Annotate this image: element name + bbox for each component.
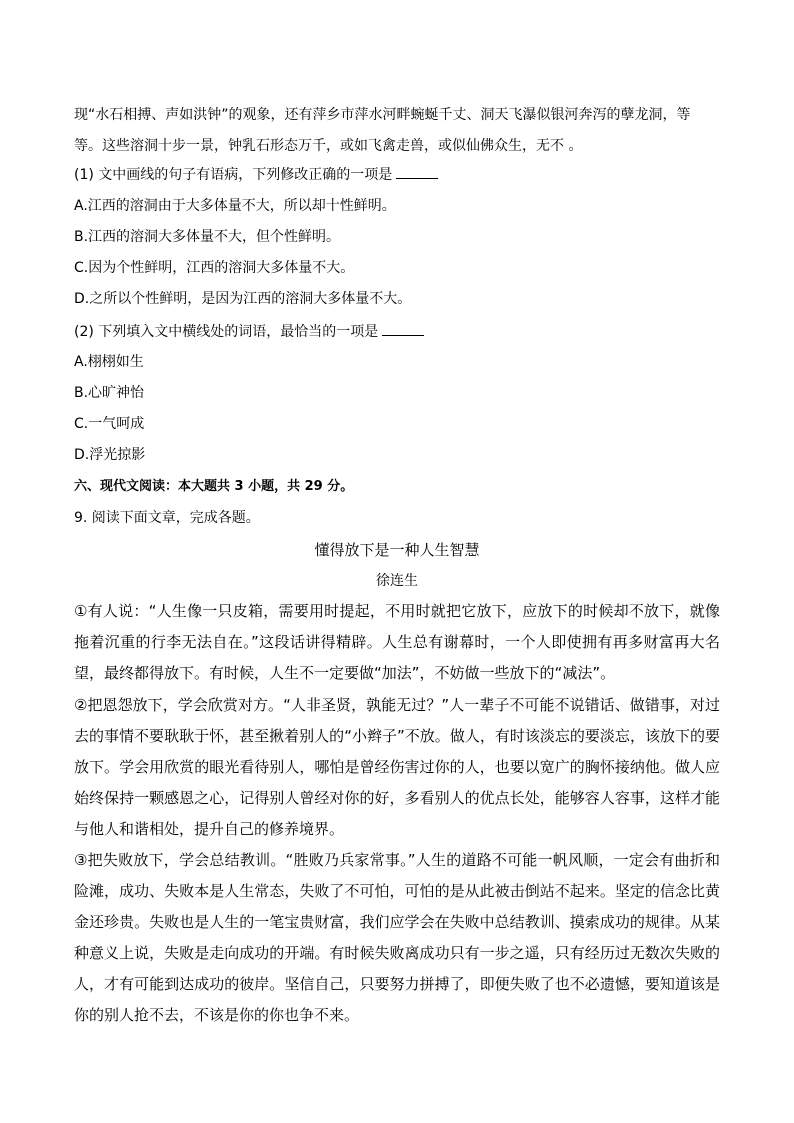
question-2	[74, 321, 720, 342]
q1-option-d: D.之所以个性鲜明，是因为江西的溶洞大多体量不大。	[74, 291, 412, 307]
intro-line-2: 等。这些溶洞十步一景，钟乳石形态万千，或如飞禽走兽，或似仙佛众生，无不 。	[74, 138, 583, 154]
question-1-prompt: (1) 文中画线的句子有语病，下列修改正确的一项是	[74, 167, 393, 183]
article-title: 懂得放下是一种人生智慧	[314, 541, 480, 559]
q1-option-a: A.江西的溶洞由于大多体量不大，所以却十性鲜明。	[74, 198, 396, 214]
article-author: 徐连生	[376, 573, 418, 589]
question-1	[74, 164, 720, 185]
intro-paragraph	[74, 100, 720, 162]
q1-option-b: B.江西的溶洞大多体量不大，但个性鲜明。	[74, 229, 341, 245]
article-paragraph-2: ②把恩怨放下，学会欣赏对方。“人非圣贤，孰能无过？”人一辈子不可能不说错话、做错事，对过去的事情不要耿耿于怀，甚至揪着别人的“小辫子”不放。做人，有时该淡忘的要淡忘，该放下的要放下。学会用欣赏的眼光看待别人，哪怕是曾经伤害过你的人，也要以宽广的胸怀接纳他。做人应始终保持一颗感恩之心，记得别人曾经对你的好，多看别人的优点长处，能够容人容事，这样才能与他人和谐相处，提升自己的修养境界。	[74, 696, 720, 838]
q1-option-c: C.因为个性鲜明，江西的溶洞大多体量不大。	[74, 260, 355, 276]
q2-option-a: A.栩栩如生	[74, 354, 144, 370]
article-paragraph-1: ①有人说：“人生像一只皮箱，需要用时提起，不用时就把它放下，应放下的时候却不放下，就像拖着沉重的行李无法自在。”这段话讲得精辟。人生总有谢幕时，一个人即使拥有再多财富再大名望，最终都得放下。有时候，人生不一定要做“加法”，不妨做一些放下的“减法”。	[74, 602, 720, 682]
intro-line-1: 现“水石相搏、声如洪钟”的观象，还有萍乡市萍水河畔蜿蜒千丈、洞天飞瀑似银河奔泻的孽龙洞，等	[74, 107, 691, 123]
article-paragraph-3: ③把失败放下，学会总结教训。“胜败乃兵家常事。”人生的道路不可能一帆风顺，一定会有曲折和险滩，成功、失败本是人生常态，失败了不可怕，可怕的是从此被击倒站不起来。坚定的信念比黄金还珍贵。失败也是人生的一笔宝贵财富，我们应学会在失败中总结教训、摸索成功的规律。从某种意义上说，失败是走向成功的开端。有时候失败离成功只有一步之遥，只有经历过无数次失败的人，才有可能到达成功的彼岸。坚信自己，只要努力拼搏了，即便失败了也不必遗憾，要知道该是你的别人抢不去，不该是你的你也争不来。	[74, 851, 720, 1024]
question-2-prompt: (2) 下列填入文中横线处的词语，最恰当的一项是	[74, 324, 379, 340]
answer-blank	[396, 164, 438, 179]
answer-blank	[382, 321, 424, 336]
question-9-instruction: 9. 阅读下面文章，完成各题。	[74, 510, 260, 526]
q2-option-d: D.浮光掠影	[74, 447, 146, 463]
q2-option-c: C.一气呵成	[74, 416, 145, 432]
section-heading: 六、现代文阅读：本大题共 3 小题，共 29 分。	[74, 479, 354, 494]
q2-option-b: B.心旷神怡	[74, 385, 145, 401]
